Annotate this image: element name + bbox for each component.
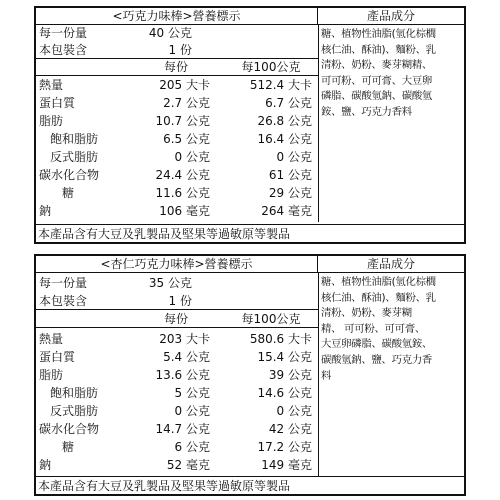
per-serving-header: 每份 [163,312,188,326]
servings-per-package-row [36,293,318,310]
nutrient-label: 熱量 [39,78,64,92]
per-serving-value: 6.5 公克 [163,132,210,146]
nutrient-row [36,185,318,202]
per-100g-value: 15.4 公克 [257,350,312,364]
per-100g-value: 61 公克 [268,168,312,182]
per-100g-value: 29 公克 [268,186,312,200]
per-serving-value: 13.6 公克 [155,368,210,382]
per-serving-value: 0 公克 [174,150,210,164]
nutrient-label: 反式脂肪 [50,404,99,418]
nutrient-label: 糖 [62,440,75,454]
allergen-footer: 本產品含有大豆及乳製品及堅果等過敏原等製品 [36,224,464,242]
per-100g-value: 149 毫克 [261,458,312,472]
serving-size-value: 35 公克 [148,276,192,290]
per-serving-value: 5.4 公克 [163,350,210,364]
serving-size-row [36,25,318,42]
per-100g-value: 512.4 大卡 [249,78,312,92]
nutrient-label: 鈉 [39,204,52,218]
per-serving-value: 0 公克 [174,404,210,418]
allergen-footer: 本產品含有大豆及乳製品及堅果等過敏原等製品 [36,476,464,494]
nutrient-row [36,331,318,348]
nutrient-row [36,167,318,184]
per-100g-header: 每100公克 [241,60,301,74]
per-serving-value: 14.7 公克 [155,422,210,436]
nutrient-row [36,113,318,130]
servings-label: 本包裝含 [39,43,88,57]
servings-value: 1 份 [168,43,192,57]
per-100g-value: 39 公克 [268,368,312,382]
nutrition-panel-almond-chocolate [34,254,466,496]
nutrient-label: 熱量 [39,332,64,346]
nutrient-row [36,385,318,402]
nutrient-row [36,421,318,438]
per-100g-value: 6.7 公克 [265,96,312,110]
nutrient-row [36,349,318,366]
servings-label: 本包裝含 [39,294,88,308]
per-100g-value: 0 公克 [276,404,312,418]
ingredients-header: 產品成分 [318,256,464,273]
panel-title: <巧克力味棒>營養標示 [36,8,318,25]
per-100g-value: 42 公克 [268,422,312,436]
per-100g-value: 16.4 公克 [257,132,312,146]
nutrient-label: 飽和脂肪 [50,132,99,146]
nutrient-row [36,203,318,220]
nutrient-row [36,439,318,456]
nutrient-row [36,131,318,148]
servings-value: 1 份 [168,294,192,308]
nutrient-label: 飽和脂肪 [50,386,99,400]
nutrient-row [36,367,318,384]
per-serving-value: 203 大卡 [159,332,210,346]
nutrition-panel-chocolate [34,6,466,244]
per-serving-value: 106 毫克 [159,204,210,218]
ingredients-header: 產品成分 [318,8,464,25]
nutrient-label: 蛋白質 [39,96,76,110]
serving-size-label: 每一份量 [39,26,88,40]
per-100g-value: 17.2 公克 [257,440,312,454]
per-serving-value: 11.6 公克 [155,186,210,200]
per-100g-value: 14.6 公克 [257,386,312,400]
per-100g-value: 0 公克 [276,150,312,164]
nutrient-label: 脂肪 [39,368,64,382]
nutrient-label: 蛋白質 [39,350,76,364]
per-serving-value: 205 大卡 [159,78,210,92]
per-100g-value: 580.6 大卡 [249,332,312,346]
nutrient-label: 碳水化合物 [39,422,100,436]
nutrient-row [36,77,318,94]
nutrient-row [36,457,318,474]
nutrient-row [36,95,318,112]
panel-title: <杏仁巧克力味棒>營養標示 [36,256,318,273]
per-serving-value: 5 公克 [174,386,210,400]
per-serving-header: 每份 [163,60,188,74]
nutrient-label: 糖 [62,186,75,200]
column-divider [318,273,319,476]
per-serving-value: 24.4 公克 [155,168,210,182]
per-100g-value: 26.8 公克 [257,114,312,128]
per-serving-value: 52 毫克 [166,458,210,472]
serving-size-label: 每一份量 [39,276,88,290]
nutrient-label: 鈉 [39,458,52,472]
column-divider [318,25,319,222]
per-serving-value: 6 公克 [174,440,210,454]
serving-size-row [36,275,318,292]
ingredients-text: 糖、植物性油脂(氫化棕櫚 核仁油、酥油)、麵粉、乳 清粉、奶粉、麥芽糊 精、 可可粉、可可膏、 大豆卵磷脂、碳酸氫銨、 碳酸氫鈉、鹽、巧克力香 料 [321,276,436,382]
column-header-row [36,311,318,328]
nutrient-row [36,403,318,420]
nutrient-row [36,149,318,166]
per-100g-header: 每100公克 [241,312,301,326]
nutrient-label: 碳水化合物 [39,168,100,182]
per-serving-value: 2.7 公克 [163,96,210,110]
column-header-row [36,59,318,76]
nutrient-label: 反式脂肪 [50,150,99,164]
nutrient-label: 脂肪 [39,114,64,128]
per-100g-value: 264 毫克 [261,204,312,218]
serving-size-value: 40 公克 [148,26,192,40]
servings-per-package-row [36,42,318,59]
per-serving-value: 10.7 公克 [155,114,210,128]
ingredients-text: 糖、植物性油脂(氫化棕櫚 核仁油、酥油)、麵粉、乳 清粉、奶粉、麥芽糊精、 可可粉、可可膏、大豆卵 磷脂、碳酸氫鈉、碳酸氫 銨、鹽、巧克力香料 [321,28,436,118]
